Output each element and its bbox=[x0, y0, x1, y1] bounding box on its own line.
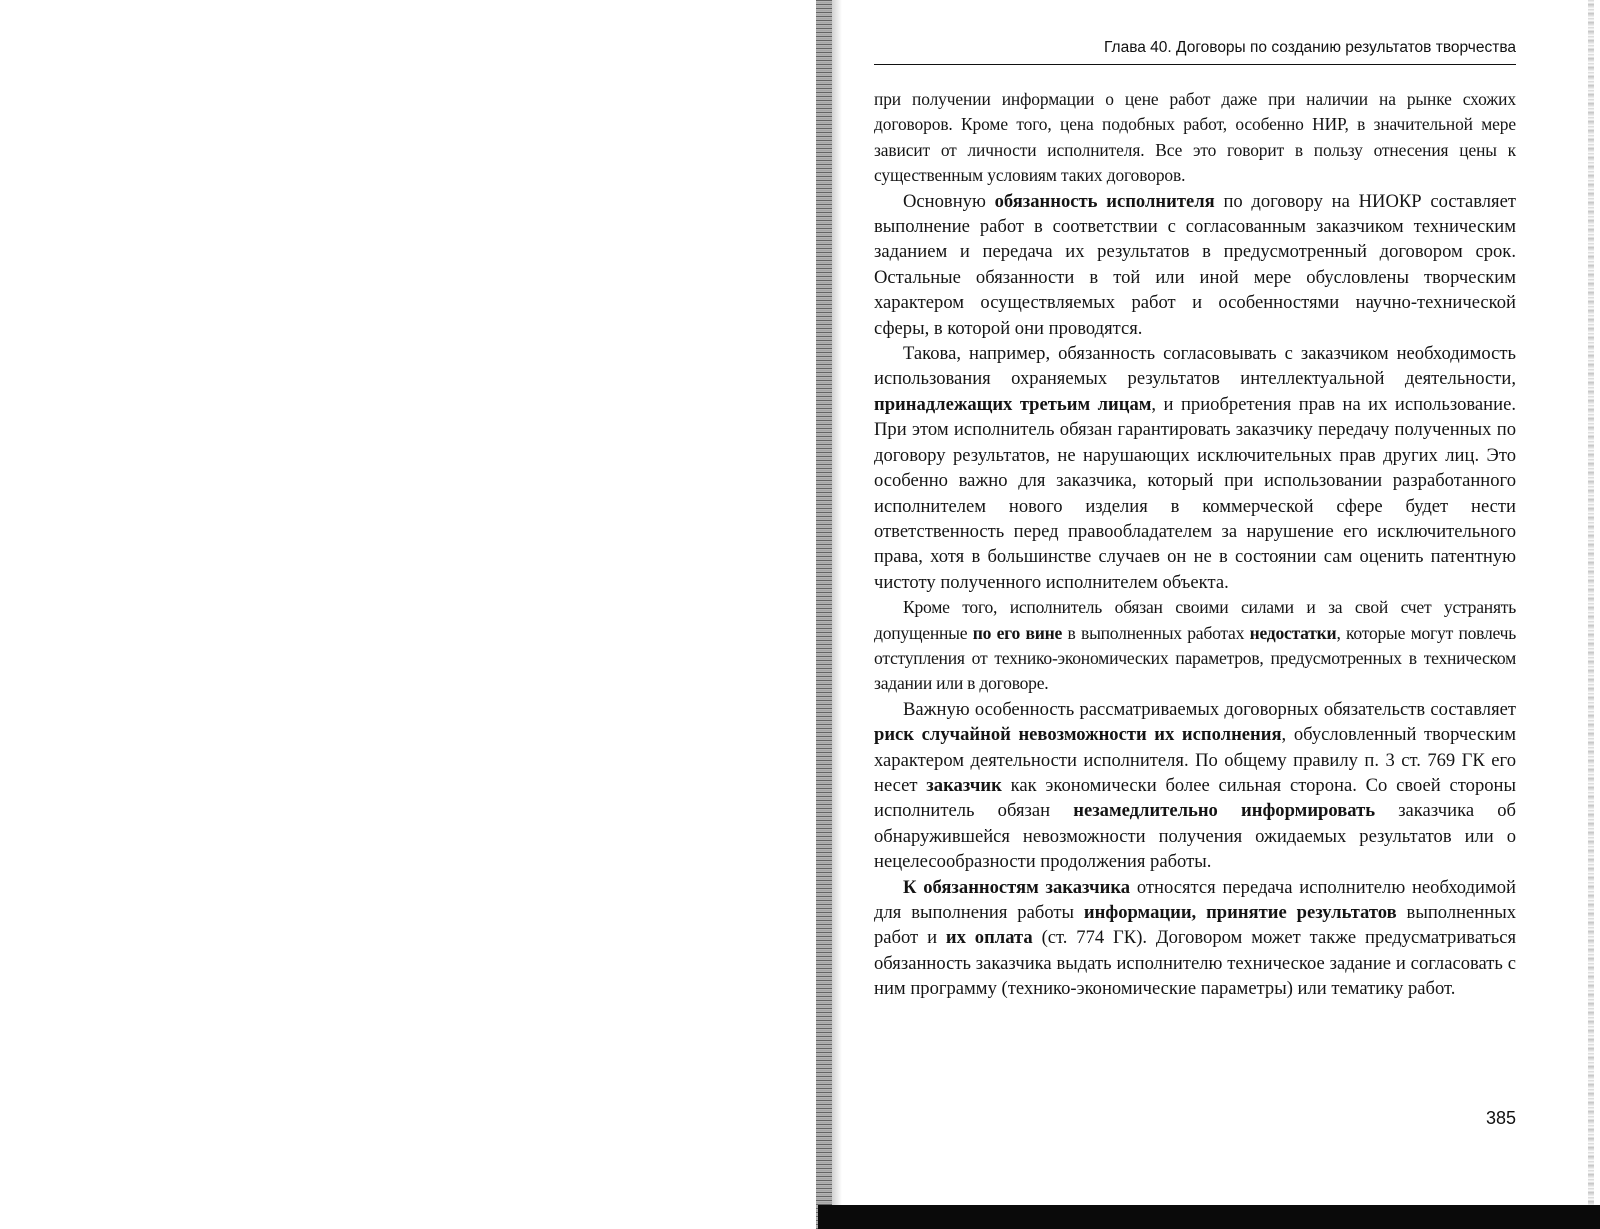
paragraph-4 bbox=[874, 595, 1516, 697]
text-segment: , которые могут повлечь отступления от технико-экономических параметров, предусмотренных в техническом задании или в договоре. bbox=[874, 622, 1517, 694]
paragraph-2 bbox=[874, 189, 1516, 341]
text-segment: выполненных работ и bbox=[874, 902, 1516, 949]
page-number: 385 bbox=[1485, 1108, 1516, 1128]
scan-bottom-shadow bbox=[818, 1205, 1600, 1229]
text-segment: Такова, например, обязанность согласовывать с заказчиком необходимость использования охраняемых результатов интеллектуальной деятельности, bbox=[874, 343, 1516, 390]
book-gutter-shadow bbox=[832, 0, 842, 1229]
book-spine-scan-edge bbox=[816, 0, 832, 1229]
book-page bbox=[874, 38, 1517, 1128]
bold-term-customer-duties: К обязанностям заказчика bbox=[903, 876, 1131, 898]
text-segment: как экономически более сильная сторона. Со своей стороны исполнитель обязан bbox=[874, 774, 1516, 822]
text-segment: (ст. 774 ГК). Договором может также предусматриваться обязанность заказчика выдать исполнителю техническое задание и согласовать с ним программу (технико-экономические параметры) или тематику работ. bbox=[874, 927, 1517, 1000]
page-right-edge-scan-artifact bbox=[1588, 0, 1594, 1229]
paragraph-1 bbox=[874, 87, 1516, 189]
bold-term-payment: их оплата bbox=[945, 927, 1033, 949]
bold-term-risk: риск случайной невозможности их исполнения bbox=[874, 724, 1282, 746]
running-header: Глава 40. Договоры по созданию результатов творчества bbox=[874, 38, 1516, 65]
text-segment: Важную особенность рассматриваемых договорных обязательств составляет bbox=[903, 698, 1516, 720]
text-segment: заказчика об обнаружившейся невозможности получения ожидаемых результатов или о нецелесообразности продолжения работы. bbox=[874, 800, 1517, 873]
text-segment: Кроме того, исполнитель обязан своими силами и за свой счет устранять допущенные bbox=[874, 597, 1516, 643]
bold-term-by-his-fault: по его вине bbox=[972, 622, 1063, 643]
bold-term-third-parties: принадлежащих третьим лицам bbox=[874, 393, 1152, 415]
text-segment: , обусловленный творческим характером деятельности исполнителя. По общему правилу п. 3 ст. 769 ГК его несет bbox=[874, 724, 1516, 796]
paragraph-3 bbox=[874, 341, 1516, 595]
bold-term-customer: заказчик bbox=[926, 774, 1002, 796]
bold-term-information-acceptance: информации, принятие результатов bbox=[1083, 902, 1397, 923]
paragraph-6 bbox=[874, 875, 1516, 1002]
text-segment: в выполненных работах bbox=[1062, 622, 1250, 643]
bold-term-defects: недостатки bbox=[1249, 622, 1337, 643]
text-segment: относятся передача исполнителю необходимой для выполнения работы bbox=[874, 876, 1516, 923]
bold-term-executor-duty: обязанность исполнителя bbox=[994, 190, 1215, 212]
bold-term-inform-immediately: незамедлительно информировать bbox=[1073, 800, 1376, 822]
page-body bbox=[874, 87, 1516, 1002]
text-segment: , и приобретения прав на их использование. При этом исполнитель обязан гарантировать заказчику передачу полученных по договору результатов, не нарушающих исключительных прав других лиц. Это особенно важно для заказчика, который при использовании разработанного исполнителем нового изделия в коммерческой сфере будет нести ответственность перед правообладателем за нарушение его исключительного права, хотя в большинстве случаев он не в состоянии сам оценить патентную чистоту полученного исполнителем объекта. bbox=[874, 393, 1516, 593]
paragraph-5 bbox=[874, 697, 1516, 875]
text-segment: по договору на НИОКР составляет выполнение работ в соответствии с согласованным заказчиком техническим заданием и передача их результатов в предусмотренный договором срок. Остальные обязанности в той или иной мере обусловлены творческим характером осуществляемых работ и особенностями научно-технической сферы, в которой они проводятся. bbox=[874, 190, 1516, 339]
text-segment: при получении информации о цене работ даже при наличии на рынке схожих договоров. Кроме того, цена подобных работ, особенно НИР, в значительной мере зависит от личности исполнителя. Все это говорит в пользу отнесения цены к существенным условиям таких договоров. bbox=[874, 89, 1516, 186]
text-segment: Основную bbox=[903, 190, 995, 212]
